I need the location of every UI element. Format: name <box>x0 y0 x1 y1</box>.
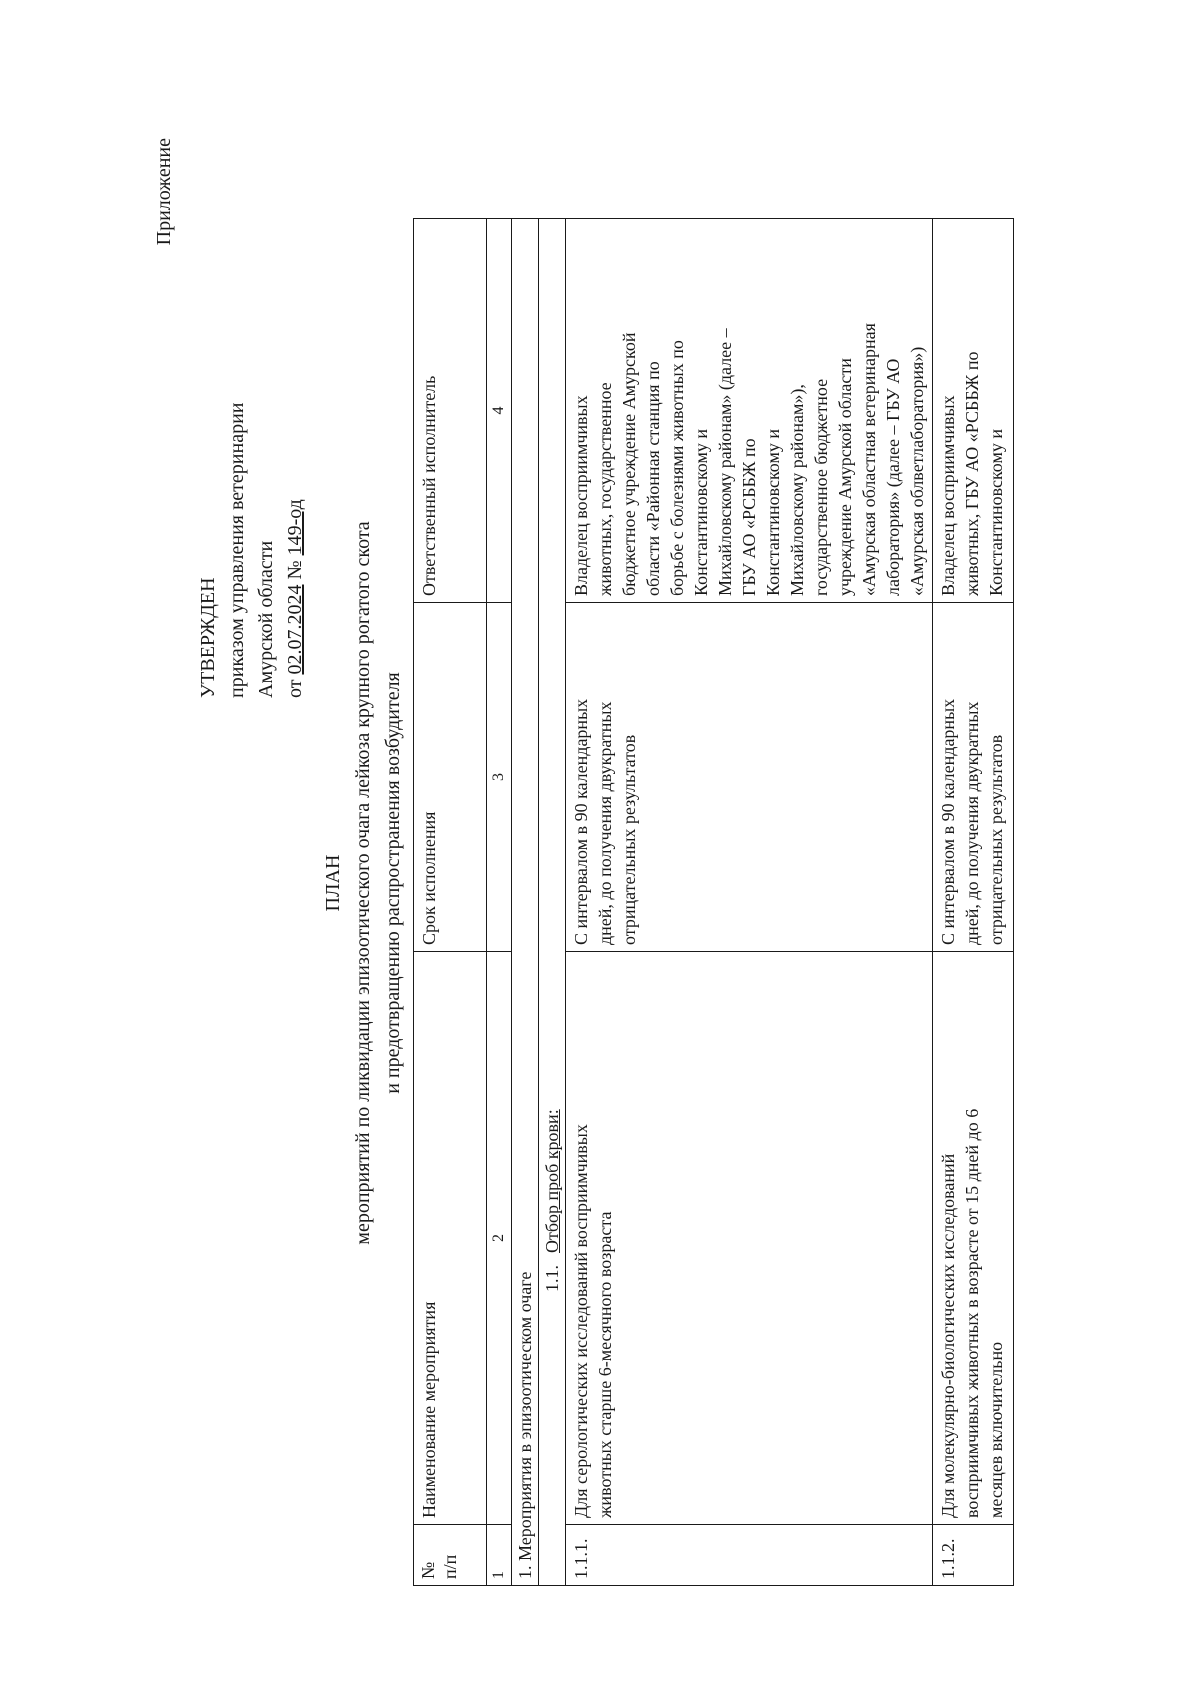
approval-block <box>194 403 310 699</box>
row-number: 1.1.2. <box>933 1525 1014 1586</box>
subsection-row <box>539 219 566 1586</box>
row-activity: Для молекулярно-биологических исследований восприимчивых животных в возрасте от 15 дней до 6 месяцев включительно <box>933 952 1014 1525</box>
order-number: 149-од <box>284 499 306 556</box>
plan-title <box>318 218 408 1548</box>
column-number: 4 <box>487 219 512 603</box>
subsection-number: 1.1. <box>542 1265 562 1292</box>
column-number: 3 <box>487 603 512 952</box>
subsection-title: Отбор проб крови: <box>542 1109 562 1253</box>
plan-title-line-1: мероприятий по ликвидации эпизоотического очага лейкоза крупного рогатого скота <box>352 521 374 1245</box>
table-row <box>566 219 933 1586</box>
order-from: от <box>284 679 306 698</box>
row-number: 1.1.1. <box>566 1525 933 1586</box>
plan-table <box>413 218 1014 1586</box>
section-title: 1. Мероприятия в эпизоотическом очаге <box>512 219 539 1586</box>
column-number-row <box>487 219 512 1586</box>
order-line-2: Амурской области <box>255 540 277 698</box>
table-header-row <box>414 219 487 1586</box>
subsection-cell <box>539 219 566 1586</box>
order-date: 02.07.2024 <box>284 584 306 675</box>
column-number: 2 <box>487 952 512 1525</box>
approved-label: УТВЕРЖДЕН <box>197 577 219 698</box>
header-activity: Наименование мероприятия <box>414 952 487 1525</box>
row-term: С интервалом в 90 календарных дней, до получения двукратных отрицательных результатов <box>566 603 933 952</box>
row-responsible: Владелец восприимчивых животных, государственное бюджетное учреждение Амурской области «Районная станция по борьбе с болезнями животных по Константиновскому и Михайловскому районам» (далее – ГБУ АО «РСББЖ по Константиновскому и Михайловскому районам»), государственное бюджетное учреждение Амурской области «Амурская областная ветеринарная лаборатория» (далее – ГБУ АО «Амурская облветлаборатория») <box>566 219 933 603</box>
header-term: Срок исполнения <box>414 603 487 952</box>
appendix-label: Приложение <box>153 138 175 246</box>
column-number: 1 <box>487 1525 512 1586</box>
header-number: № п/п <box>414 1525 487 1586</box>
order-date-line <box>281 403 310 699</box>
order-line-1: приказом управления ветеринарии <box>226 402 248 698</box>
row-term: С интервалом в 90 календарных дней, до получения двукратных отрицательных результатов <box>933 603 1014 952</box>
header-responsible: Ответственный исполнитель <box>414 219 487 603</box>
plan-title-main: ПЛАН <box>322 854 344 912</box>
table-row <box>933 219 1014 1586</box>
row-activity: Для серологических исследований восприимчивых животных старше 6-месячного возраста <box>566 952 933 1525</box>
section-row <box>512 219 539 1586</box>
row-responsible: Владелец восприимчивых животных, ГБУ АО «РСББЖ по Константиновскому и <box>933 219 1014 603</box>
order-no-sign: № <box>284 560 306 580</box>
plan-title-line-2: и предотвращению распространения возбудителя <box>382 672 404 1094</box>
